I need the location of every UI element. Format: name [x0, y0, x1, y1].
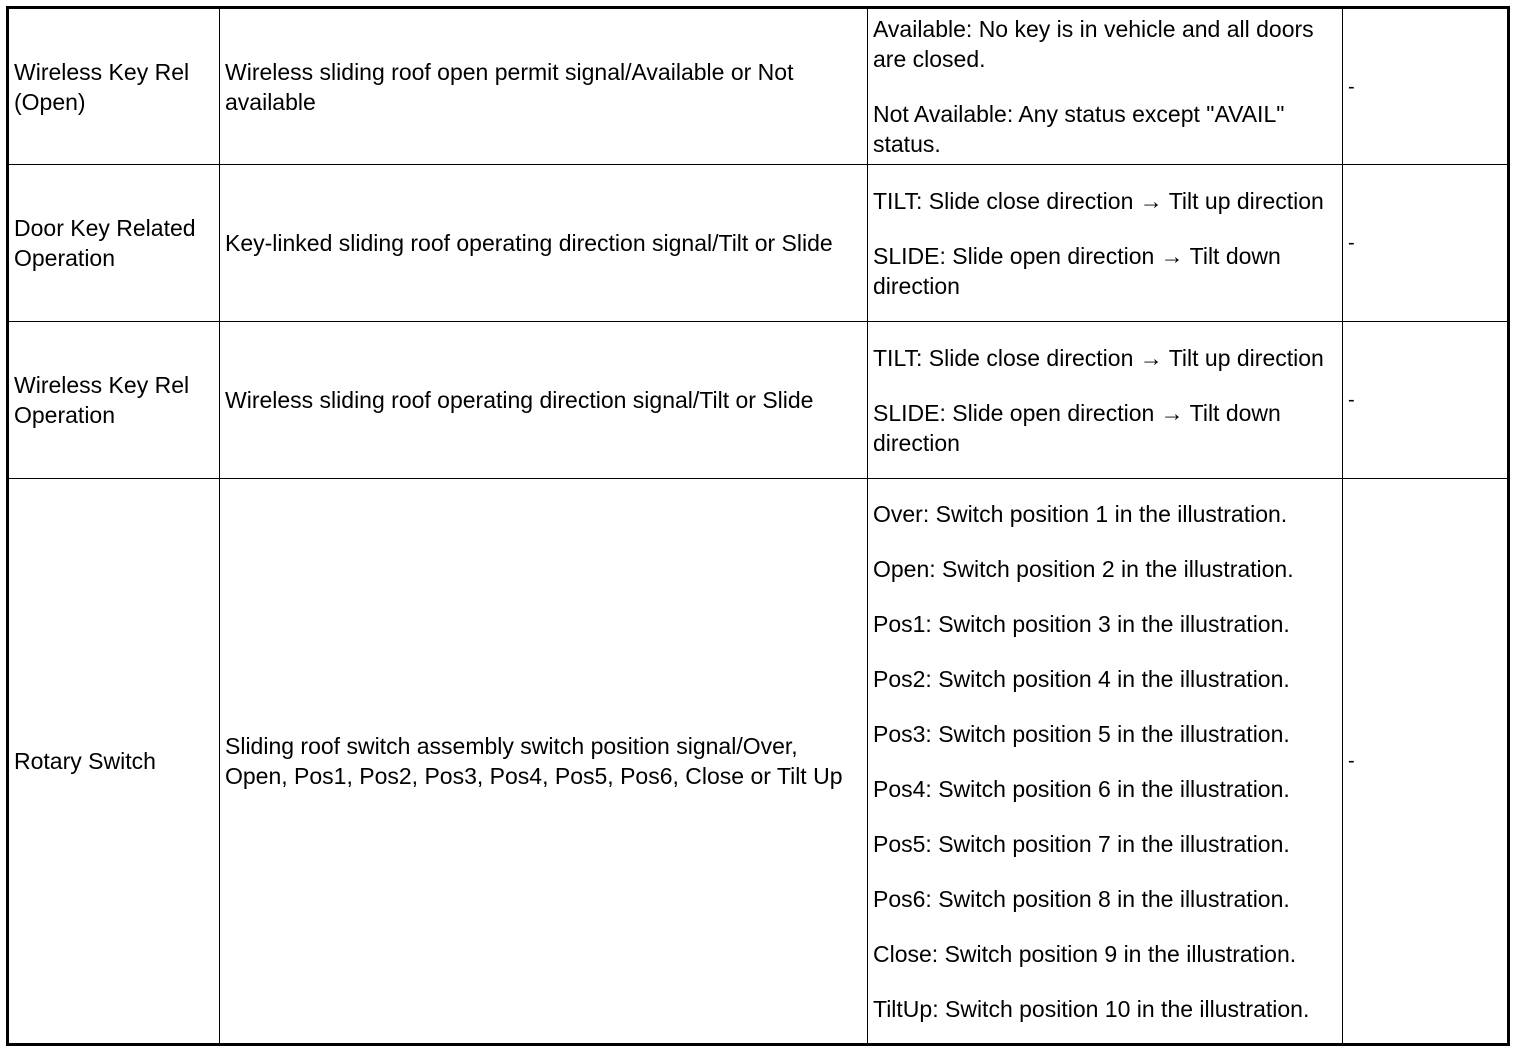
tester-display-cell: Wireless Key Rel (Open): [8, 8, 220, 165]
normal-condition-cell: [868, 322, 1343, 479]
condition-text: Over: Switch position 1 in the illustration.: [873, 500, 1288, 527]
diagnostic-note-cell: -: [1343, 8, 1509, 165]
measurement-item-cell: Wireless sliding roof open permit signal/Available or Not available: [220, 8, 868, 165]
table-row: [8, 8, 1509, 165]
normal-condition-cell: [868, 479, 1343, 1045]
measurement-item-cell: Sliding roof switch assembly switch position signal/Over, Open, Pos1, Pos2, Pos3, Pos4, Pos5, Pos6, Close or Tilt Up: [220, 479, 868, 1045]
condition-text: Pos2: Switch position 4 in the illustration.: [873, 665, 1290, 692]
condition-text: Close: Switch position 9 in the illustration.: [873, 940, 1297, 967]
condition-text: Open: Switch position 2 in the illustration.: [873, 555, 1294, 582]
condition-text: Pos4: Switch position 6 in the illustration.: [873, 775, 1290, 802]
condition-text: Pos1: Switch position 3 in the illustration.: [873, 610, 1290, 637]
condition-text: Pos6: Switch position 8 in the illustration.: [873, 885, 1290, 912]
normal-condition-cell: [868, 8, 1343, 165]
tester-display-cell: Door Key Related Operation: [8, 165, 220, 322]
diagnostic-note-cell: -: [1343, 479, 1509, 1045]
condition-text: Pos5: Switch position 7 in the illustration.: [873, 830, 1290, 857]
condition-text: TILT: Slide close direction → Tilt up direction: [873, 187, 1324, 214]
data-list-table: [6, 6, 1510, 1046]
diagnostic-note-cell: -: [1343, 322, 1509, 479]
condition-text: TILT: Slide close direction → Tilt up direction: [873, 344, 1324, 371]
tester-display-cell: Rotary Switch: [8, 479, 220, 1045]
normal-condition-cell: [868, 165, 1343, 322]
condition-text: TiltUp: Switch position 10 in the illustration.: [873, 995, 1310, 1022]
table-row: [8, 322, 1509, 479]
measurement-item-cell: Wireless sliding roof operating direction signal/Tilt or Slide: [220, 322, 868, 479]
table-row: [8, 165, 1509, 322]
condition-text: SLIDE: Slide open direction → Tilt down direction: [873, 399, 1281, 456]
diagnostic-note-cell: -: [1343, 165, 1509, 322]
condition-text: SLIDE: Slide open direction → Tilt down direction: [873, 242, 1281, 299]
table-row: [8, 479, 1509, 1045]
condition-text: Pos3: Switch position 5 in the illustration.: [873, 720, 1290, 747]
measurement-item-cell: Key-linked sliding roof operating direction signal/Tilt or Slide: [220, 165, 868, 322]
condition-text: Available: No key is in vehicle and all doors are closed.: [873, 16, 1314, 72]
tester-display-cell: Wireless Key Rel Operation: [8, 322, 220, 479]
condition-text: Not Available: Any status except "AVAIL" status.: [873, 101, 1285, 157]
